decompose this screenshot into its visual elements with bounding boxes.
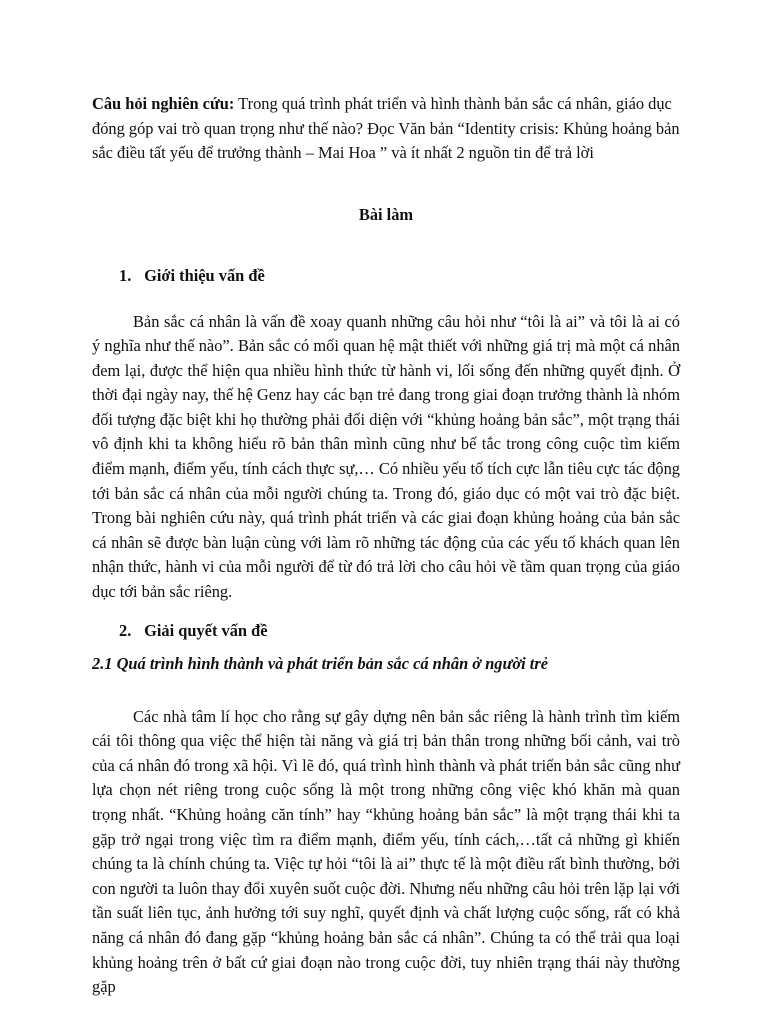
- research-question: [92, 92, 680, 166]
- section-2-1-paragraph: Các nhà tâm lí học cho rằng sự gây dựng nên bản sắc riêng là hành trình tìm kiếm cái tôi thông qua việc thể hiện tài năng và giá trị bản thân trong những bối cảnh, vai trò của cá nhân đó trong xã hội. Vì lẽ đó, quá trình hình thành và phát triển bản sắc cũng như lựa chọn nét riêng trong cuộc sống là một trong những công việc khó khăn mà quan trọng nhất. “Khủng hoảng căn tính” hay “khủng hoảng bản sắc” là một trạng thái khi ta gặp trở ngại trong việc tìm ra điểm mạnh, điểm yếu, tính cách,…tất cả những gì khiến chúng ta là chính chúng ta. Việc tự hỏi “tôi là ai” thực tế là một điều rất bình thường, bởi con người ta luôn thay đổi xuyên suốt cuộc đời. Nhưng nếu những câu hỏi trên lặp lại với tần suất liên tục, ảnh hưởng tới suy nghĩ, quyết định và chất lượng cuộc sống, rất có khả năng cá nhân đó đang gặp “khủng hoảng bản sắc cá nhân”. Chúng ta có thể trải qua loại khủng hoảng trên ở bất cứ giai đoạn nào trong cuộc đời, tuy nhiên trạng thái này thường gặp: [92, 706, 680, 997]
- section-2-number: 2.: [119, 620, 132, 640]
- research-question-text: Trong quá trình phát triển và hình thành bản sắc cá nhân, giáo dục đóng góp vai trò quan trọng như thế nào? Đọc Văn bản “Identity crisis: Khủng hoảng bản sắc điều tất yếu để trưởng thành – Mai Hoa ” và ít nhất 2 nguồn tin để trả lời: [92, 94, 680, 162]
- research-question-label: Câu hỏi nghiên cứu:: [92, 94, 235, 113]
- document-title: Bài làm: [358, 204, 414, 224]
- section-1-title: Giới thiệu vấn đề: [144, 265, 265, 285]
- section-2-1-subheading: 2.1 Quá trình hình thành và phát triển bản sắc cá nhân ở người trẻ: [92, 653, 548, 673]
- section-2-heading: [92, 619, 680, 643]
- section-1-paragraph: Bản sắc cá nhân là vấn đề xoay quanh những câu hỏi như “tôi là ai” và tôi là ai có ý nghĩa như thế nào”. Bản sắc có mối quan hệ mật thiết với những giá trị mà một cá nhân đem lại, được thể hiện qua nhiều hình thức từ hành vi, lối sống đến những quyết định. Ở thời đại ngày nay, thế hệ Genz hay các bạn trẻ đang trong giai đoạn trưởng thành là nhóm đối tượng đặc biệt khi họ thường phải đối diện với “khủng hoảng bản sắc”, một trạng thái vô định khi ta không hiểu rõ bản thân mình cũng như bế tắc trong công cuộc tìm kiếm điểm mạnh, điểm yếu, tính cách thực sự,… Có nhiều yếu tố tích cực lẫn tiêu cực tác động tới bản sắc cá nhân của mỗi người chúng ta. Trong đó, giáo dục có một vai trò đặc biệt. Trong bài nghiên cứu này, quá trình phát triển và các giai đoạn khủng hoảng của bản sắc cá nhân sẽ được bàn luận cùng với làm rõ những tác động của các yếu tố khách quan lên nhận thức, hành vi của mỗi người để từ đó trả lời cho câu hỏi về tầm quan trọng của giáo dục tới bản sắc riêng.: [92, 311, 680, 602]
- section-1-heading: [92, 264, 680, 288]
- section-2-title: Giải quyết vấn đề: [144, 620, 268, 640]
- section-1-number: 1.: [119, 265, 132, 285]
